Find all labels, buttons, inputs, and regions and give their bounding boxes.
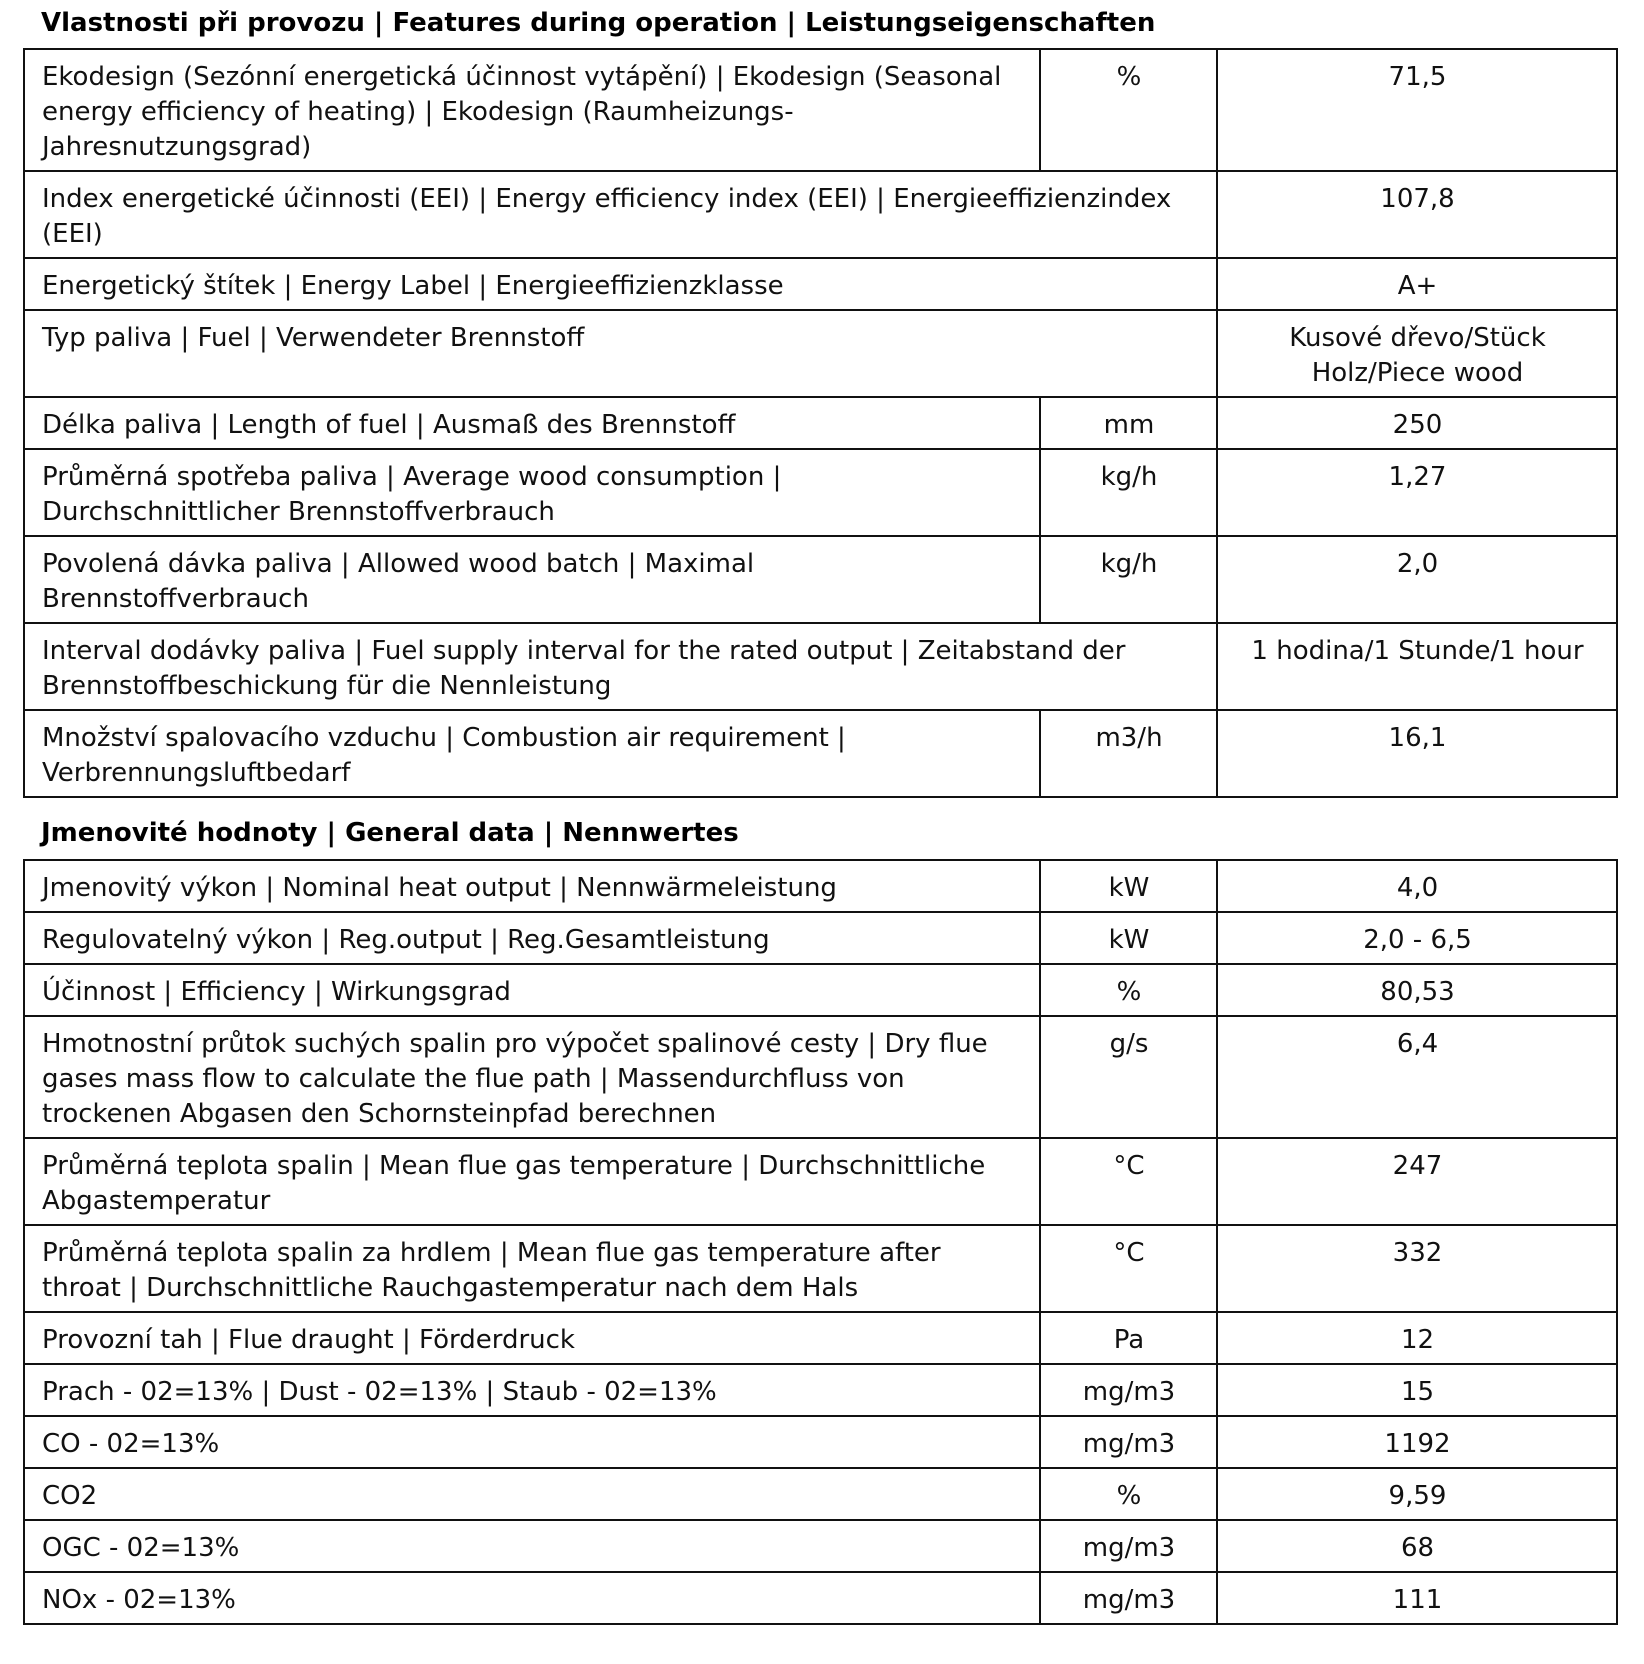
row-unit: mg/m3 (1040, 1572, 1217, 1624)
table-row (24, 1225, 1617, 1312)
table-row (24, 623, 1617, 710)
section-title-general-data: Jmenovité hodnoty | General data | Nennwertes (41, 818, 739, 848)
row-value: 68 (1217, 1520, 1617, 1572)
row-label: Energetický štítek | Energy Label | Energieeffizienzklasse (24, 258, 1217, 310)
row-unit: mm (1040, 397, 1217, 449)
row-value: 332 (1217, 1225, 1617, 1312)
row-unit: kg/h (1040, 536, 1217, 623)
row-label: Účinnost | Efficiency | Wirkungsgrad (24, 964, 1040, 1016)
table-row (24, 310, 1617, 397)
table-row (24, 536, 1617, 623)
row-value: 1192 (1217, 1416, 1617, 1468)
row-unit: Pa (1040, 1312, 1217, 1364)
table-row (24, 1520, 1617, 1572)
row-value: 15 (1217, 1364, 1617, 1416)
row-value: 2,0 (1217, 536, 1617, 623)
table-row (24, 1468, 1617, 1520)
table-row (24, 1364, 1617, 1416)
row-value: 71,5 (1217, 49, 1617, 171)
row-label: Hmotnostní průtok suchých spalin pro výpočet spalinové cesty | Dry flue gases mass flow to calculate the flue path | Massendurchfluss von trockenen Abgasen den Schornsteinpfad berechnen (24, 1016, 1040, 1138)
table-row (24, 49, 1617, 171)
table-row (24, 912, 1617, 964)
table-row (24, 449, 1617, 536)
table-row (24, 1572, 1617, 1624)
table-row (24, 1416, 1617, 1468)
row-label: Průměrná teplota spalin | Mean flue gas temperature | Durchschnittliche Abgastemperatur (24, 1138, 1040, 1225)
row-label: Povolená dávka paliva | Allowed wood batch | Maximal Brennstoffverbrauch (24, 536, 1040, 623)
row-label: NOx - 02=13% (24, 1572, 1040, 1624)
row-unit: kg/h (1040, 449, 1217, 536)
row-value: Kusové dřevo/Stück Holz/Piece wood (1217, 310, 1617, 397)
row-label: OGC - 02=13% (24, 1520, 1040, 1572)
section-title-features-during-operation: Vlastnosti při provozu | Features during operation | Leistungseigenschaften (41, 8, 1156, 38)
row-unit: m3/h (1040, 710, 1217, 797)
row-label: Délka paliva | Length of fuel | Ausmaß des Brennstoff (24, 397, 1040, 449)
row-unit: % (1040, 49, 1217, 171)
row-label: Množství spalovacího vzduchu | Combustion air requirement | Verbrennungsluftbedarf (24, 710, 1040, 797)
row-unit: °C (1040, 1225, 1217, 1312)
table-row (24, 1016, 1617, 1138)
row-label: Regulovatelný výkon | Reg.output | Reg.Gesamtleistung (24, 912, 1040, 964)
row-label: Jmenovitý výkon | Nominal heat output | Nennwärmeleistung (24, 860, 1040, 912)
row-unit: % (1040, 964, 1217, 1016)
row-label: Interval dodávky paliva | Fuel supply interval for the rated output | Zeitabstand der Brennstoffbeschickung für die Nennleistung (24, 623, 1217, 710)
row-label: Prach - 02=13% | Dust - 02=13% | Staub - 02=13% (24, 1364, 1040, 1416)
row-unit: mg/m3 (1040, 1364, 1217, 1416)
table-row (24, 1138, 1617, 1225)
row-unit: mg/m3 (1040, 1520, 1217, 1572)
row-unit: kW (1040, 860, 1217, 912)
row-label: CO2 (24, 1468, 1040, 1520)
row-unit: % (1040, 1468, 1217, 1520)
row-label: Průměrná teplota spalin za hrdlem | Mean flue gas temperature after throat | Durchschnittliche Rauchgastemperatur nach dem Hals (24, 1225, 1040, 1312)
row-value: 16,1 (1217, 710, 1617, 797)
features-during-operation-table (23, 48, 1618, 798)
row-value: 111 (1217, 1572, 1617, 1624)
row-value: 247 (1217, 1138, 1617, 1225)
row-unit: mg/m3 (1040, 1416, 1217, 1468)
row-value: 250 (1217, 397, 1617, 449)
row-label: Index energetické účinnosti (EEI) | Energy efficiency index (EEI) | Energieeffizienzindex (EEI) (24, 171, 1217, 258)
row-label: Typ paliva | Fuel | Verwendeter Brennstoff (24, 310, 1217, 397)
row-value: 2,0 - 6,5 (1217, 912, 1617, 964)
table-row (24, 964, 1617, 1016)
row-value: 9,59 (1217, 1468, 1617, 1520)
table-row (24, 860, 1617, 912)
row-value: 4,0 (1217, 860, 1617, 912)
row-label: CO - 02=13% (24, 1416, 1040, 1468)
row-unit: kW (1040, 912, 1217, 964)
row-value: 6,4 (1217, 1016, 1617, 1138)
row-value: 107,8 (1217, 171, 1617, 258)
table-row (24, 1312, 1617, 1364)
row-label: Průměrná spotřeba paliva | Average wood consumption | Durchschnittlicher Brennstoffverbrauch (24, 449, 1040, 536)
row-unit: g/s (1040, 1016, 1217, 1138)
table-row (24, 397, 1617, 449)
row-value: 12 (1217, 1312, 1617, 1364)
general-data-table (23, 859, 1618, 1625)
row-value: 1 hodina/1 Stunde/1 hour (1217, 623, 1617, 710)
row-value: 80,53 (1217, 964, 1617, 1016)
table-row (24, 710, 1617, 797)
row-value: A+ (1217, 258, 1617, 310)
row-unit: °C (1040, 1138, 1217, 1225)
table-row (24, 171, 1617, 258)
table-row (24, 258, 1617, 310)
row-label: Provozní tah | Flue draught | Förderdruck (24, 1312, 1040, 1364)
row-value: 1,27 (1217, 449, 1617, 536)
row-label: Ekodesign (Sezónní energetická účinnost vytápění) | Ekodesign (Seasonal energy efficiency of heating) | Ekodesign (Raumheizungs-Jahresnutzungsgrad) (24, 49, 1040, 171)
